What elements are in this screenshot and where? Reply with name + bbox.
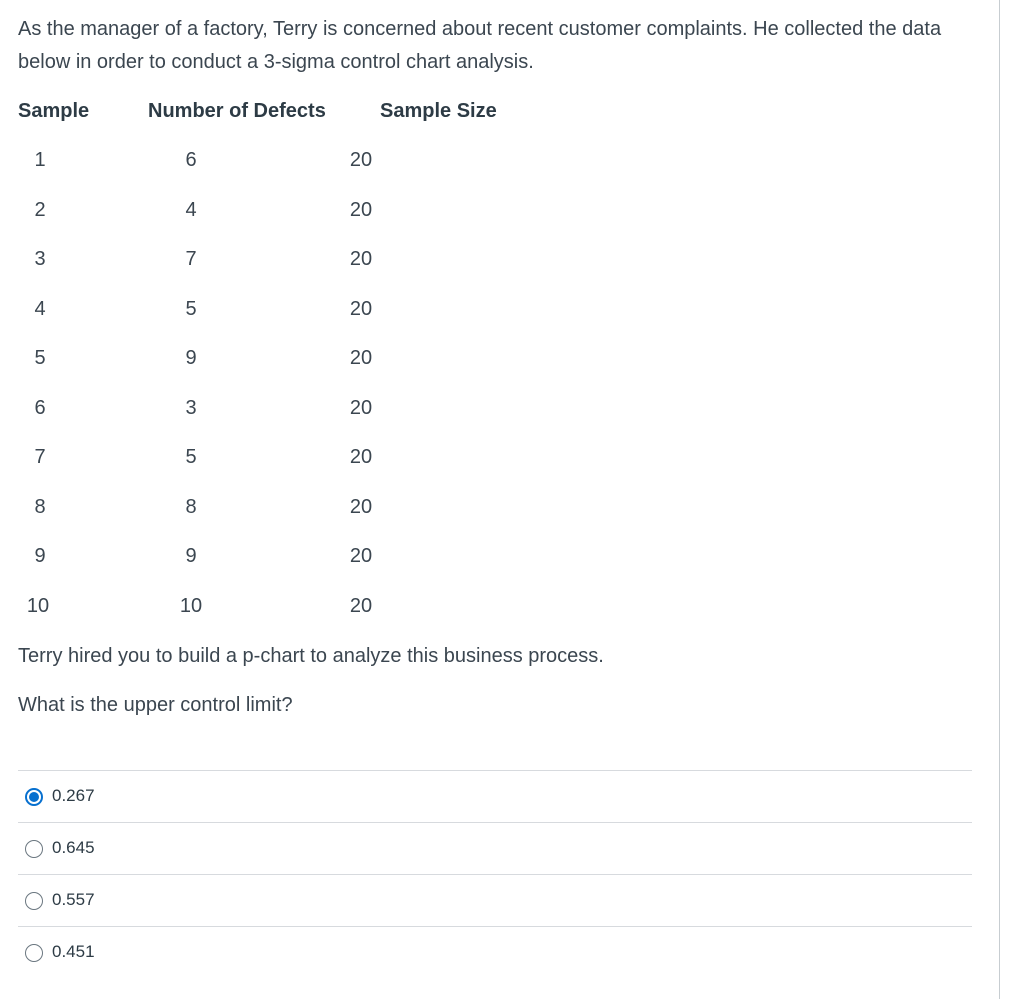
table-row	[0, 592, 400, 620]
cell-defects: 3	[185, 397, 197, 419]
header-sample-size: Sample Size	[380, 100, 497, 122]
cell-sample-size: 20	[349, 397, 373, 419]
cell-sample-size: 20	[349, 347, 373, 369]
answer-label: 0.557	[52, 890, 95, 909]
cell-sample: 6	[34, 397, 46, 419]
cell-defects: 5	[185, 446, 197, 468]
cell-defects: 9	[185, 545, 197, 567]
cell-sample: 2	[34, 199, 46, 221]
answer-label: 0.645	[52, 838, 95, 857]
cell-defects: 7	[185, 248, 197, 270]
header-number-of-defects: Number of Defects	[148, 100, 326, 122]
cell-sample-size: 20	[349, 199, 373, 221]
cell-sample: 10	[26, 595, 50, 617]
question-context: Terry hired you to build a p-chart to analyze this business process.	[18, 645, 604, 667]
table-row	[0, 196, 400, 224]
cell-sample: 8	[34, 496, 46, 518]
table-row	[0, 493, 400, 521]
radio-selected-icon[interactable]	[25, 788, 43, 806]
cell-sample: 5	[34, 347, 46, 369]
table-row	[0, 542, 400, 570]
cell-sample-size: 20	[349, 496, 373, 518]
cell-defects: 10	[179, 595, 203, 617]
table-row	[0, 245, 400, 273]
cell-defects: 6	[185, 149, 197, 171]
cell-sample: 4	[34, 298, 46, 320]
cell-sample-size: 20	[349, 446, 373, 468]
cell-sample-size: 20	[349, 248, 373, 270]
cell-sample-size: 20	[349, 545, 373, 567]
radio-unselected-icon[interactable]	[25, 840, 43, 858]
radio-unselected-icon[interactable]	[25, 892, 43, 910]
answer-option-2[interactable]	[18, 822, 972, 874]
cell-defects: 5	[185, 298, 197, 320]
cell-sample-size: 20	[349, 298, 373, 320]
question-prompt: What is the upper control limit?	[18, 694, 293, 716]
answer-label: 0.267	[52, 786, 95, 805]
cell-sample: 9	[34, 545, 46, 567]
table-row	[0, 443, 400, 471]
cell-sample: 1	[34, 149, 46, 171]
table-row	[0, 146, 400, 174]
answer-label: 0.451	[52, 942, 95, 961]
header-sample: Sample	[18, 100, 90, 122]
table-row	[0, 295, 400, 323]
answer-option-3[interactable]	[18, 874, 972, 926]
cell-defects: 4	[185, 199, 197, 221]
question-intro: As the manager of a factory, Terry is concerned about recent customer complaints. He collected the data below in order to conduct a 3-sigma control chart analysis.	[18, 18, 942, 73]
cell-sample: 3	[34, 248, 46, 270]
cell-sample-size: 20	[349, 595, 373, 617]
radio-unselected-icon[interactable]	[25, 944, 43, 962]
table-row	[0, 394, 400, 422]
answer-option-1[interactable]	[18, 770, 972, 822]
cell-sample-size: 20	[349, 149, 373, 171]
cell-sample: 7	[34, 446, 46, 468]
answer-option-4[interactable]	[18, 926, 972, 978]
cell-defects: 9	[185, 347, 197, 369]
table-row	[0, 344, 400, 372]
cell-defects: 8	[185, 496, 197, 518]
answer-list	[18, 770, 972, 978]
